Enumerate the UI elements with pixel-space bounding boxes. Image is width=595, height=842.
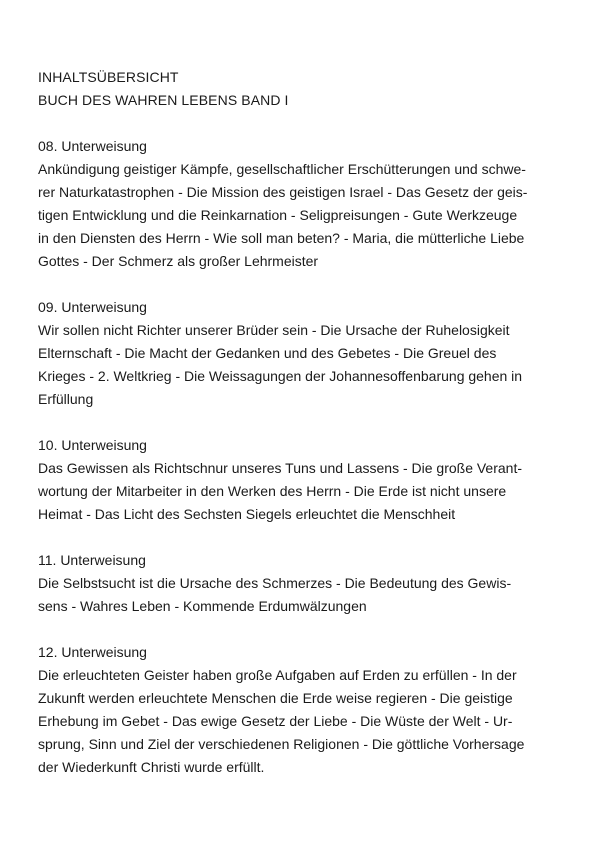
text-line: Krieges - 2. Weltkrieg - Die Weissagungen der Johannesoffenbarung gehen in [38, 368, 523, 384]
section-body [38, 572, 560, 618]
section-title: 12. Unterweisung [38, 644, 147, 660]
document-page [38, 66, 560, 779]
section-title: 10. Unterweisung [38, 437, 147, 453]
text-line: Die erleuchteten Geister haben große Aufgaben auf Erden zu erfüllen - In der [38, 667, 517, 683]
document-header [38, 66, 560, 112]
section-body [38, 457, 560, 526]
text-line: sprung, Sinn und Ziel der verschiedenen Religionen - Die göttliche Vorhersage [38, 736, 525, 752]
text-line: Ankündigung geistiger Kämpfe, gesellschaftlicher Erschütterungen und schwe- [38, 161, 526, 177]
book-title: BUCH DES WAHREN LEBENS BAND I [38, 92, 289, 108]
section-11 [38, 549, 560, 618]
section-12 [38, 641, 560, 779]
text-line: Erhebung im Gebet - Das ewige Gesetz der Liebe - Die Wüste der Welt - Ur- [38, 713, 513, 729]
text-line: Gottes - Der Schmerz als großer Lehrmeister [38, 253, 319, 269]
section-title: 11. Unterweisung [38, 552, 146, 568]
text-line: Das Gewissen als Richtschnur unseres Tuns und Lassens - Die große Verant- [38, 460, 523, 476]
text-line: Elternschaft - Die Macht der Gedanken und des Gebetes - Die Greuel des [38, 345, 497, 361]
section-09 [38, 296, 560, 411]
text-line: Zukunft werden erleuchtete Menschen die Erde weise regieren - Die geistige [38, 690, 513, 706]
text-line: Erfüllung [38, 391, 94, 407]
text-line: tigen Entwicklung und die Reinkarnation - Seligpreisungen - Gute Werkzeuge [38, 207, 518, 223]
text-line: Die Selbstsucht ist die Ursache des Schmerzes - Die Bedeutung des Gewis- [38, 575, 512, 591]
text-line: rer Naturkatastrophen - Die Mission des geistigen Israel - Das Gesetz der geis- [38, 184, 528, 200]
section-body [38, 158, 560, 273]
section-title: 09. Unterweisung [38, 299, 147, 315]
toc-heading: INHALTSÜBERSICHT [38, 69, 179, 85]
section-body [38, 664, 560, 779]
text-line: in den Diensten des Herrn - Wie soll man beten? - Maria, die mütterliche Liebe [38, 230, 525, 246]
section-10 [38, 434, 560, 526]
text-line: Wir sollen nicht Richter unserer Brüder sein - Die Ursache der Ruhelosigkeit [38, 322, 510, 338]
text-line: wortung der Mitarbeiter in den Werken des Herrn - Die Erde ist nicht unsere [38, 483, 507, 499]
text-line: der Wiederkunft Christi wurde erfüllt. [38, 759, 265, 775]
text-line: sens - Wahres Leben - Kommende Erdumwälzungen [38, 598, 367, 614]
section-08 [38, 135, 560, 273]
text-line: Heimat - Das Licht des Sechsten Siegels erleuchtet die Menschheit [38, 506, 456, 522]
section-title: 08. Unterweisung [38, 138, 147, 154]
section-body [38, 319, 560, 411]
